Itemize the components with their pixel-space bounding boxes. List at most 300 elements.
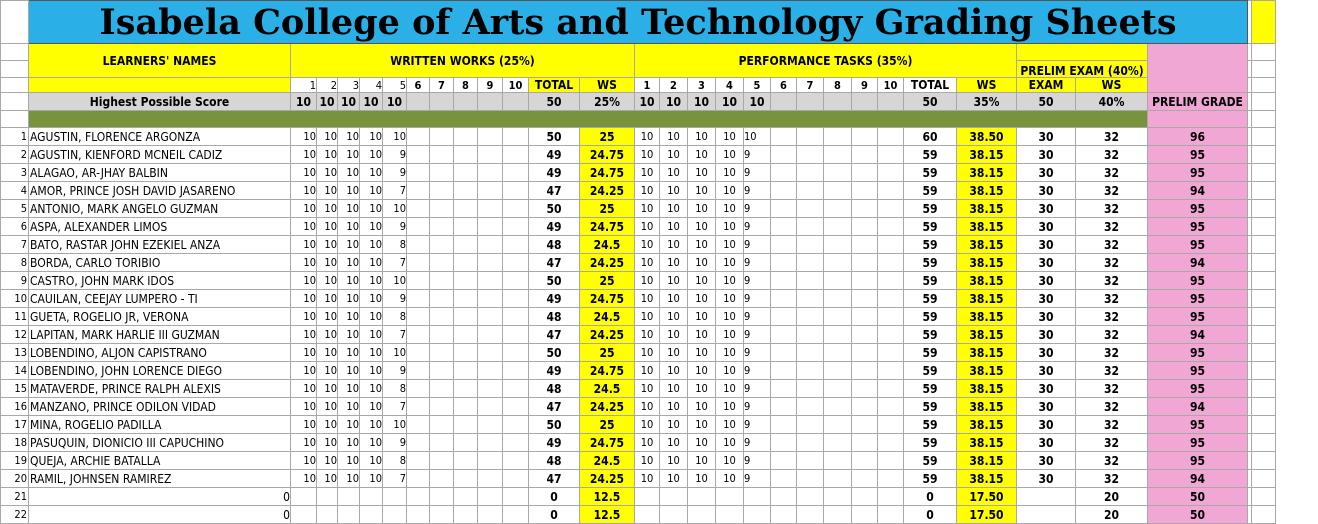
prelim-exam-header[interactable]: PRELIM EXAM (40%) <box>1017 61 1148 78</box>
pt-ws-cell[interactable]: 38.15 <box>957 236 1017 254</box>
exam-ws-cell[interactable]: 32 <box>1076 128 1148 146</box>
prelim-grade-cell[interactable]: 94 <box>1148 254 1248 272</box>
exam-score-cell[interactable] <box>1017 506 1076 524</box>
pt-col-num[interactable]: 2 <box>660 78 688 93</box>
pt-total-cell[interactable]: 59 <box>904 416 957 434</box>
ww-col-num[interactable]: 2 <box>317 78 338 93</box>
pt-col-num[interactable]: 5 <box>744 78 771 93</box>
hps-pt-cell[interactable]: 10 <box>716 93 744 111</box>
pt-score-cell[interactable]: 10 <box>660 272 688 290</box>
ww-score-cell[interactable]: 10 <box>317 200 338 218</box>
pt-score-cell[interactable]: 10 <box>635 344 660 362</box>
ww-total-cell[interactable]: 49 <box>529 164 580 182</box>
ww-total-cell[interactable]: 50 <box>529 344 580 362</box>
pt-score-cell[interactable] <box>797 218 824 236</box>
ww-score-cell[interactable]: 10 <box>291 326 317 344</box>
blank-cell[interactable] <box>1252 61 1276 78</box>
pt-score-cell[interactable]: 10 <box>635 164 660 182</box>
pt-ws-cell[interactable]: 38.15 <box>957 362 1017 380</box>
pt-score-cell[interactable]: 10 <box>688 362 716 380</box>
ww-ws-cell[interactable]: 24.75 <box>580 164 635 182</box>
pt-score-cell[interactable]: 10 <box>660 452 688 470</box>
ww-score-cell[interactable]: 8 <box>383 452 407 470</box>
exam-score-cell[interactable]: 30 <box>1017 182 1076 200</box>
hps-pt-cell[interactable]: 10 <box>688 93 716 111</box>
hps-pt-cell[interactable]: 10 <box>744 93 771 111</box>
ww-score-cell[interactable] <box>407 416 430 434</box>
pt-score-cell[interactable] <box>852 344 878 362</box>
pt-score-cell[interactable] <box>771 398 797 416</box>
pt-score-cell[interactable]: 10 <box>660 470 688 488</box>
prelim-grade-header[interactable]: PRELIM GRADE <box>1148 93 1248 111</box>
ww-score-cell[interactable]: 10 <box>360 236 383 254</box>
ww-score-cell[interactable] <box>478 470 503 488</box>
ww-ws-cell[interactable]: 24.25 <box>580 470 635 488</box>
learner-name-cell[interactable]: MANZANO, PRINCE ODILON VIDAD <box>29 398 291 416</box>
ww-score-cell[interactable]: 8 <box>383 380 407 398</box>
blank-cell[interactable] <box>1252 93 1276 111</box>
ww-score-cell[interactable] <box>503 308 529 326</box>
pt-score-cell[interactable] <box>797 254 824 272</box>
ww-score-cell[interactable]: 7 <box>383 398 407 416</box>
ww-score-cell[interactable] <box>478 506 503 524</box>
pt-score-cell[interactable] <box>744 506 771 524</box>
ww-ws-cell[interactable]: 24.25 <box>580 398 635 416</box>
ww-score-cell[interactable] <box>503 218 529 236</box>
pt-col-num[interactable]: 8 <box>824 78 852 93</box>
exam-score-cell[interactable]: 30 <box>1017 452 1076 470</box>
performance-tasks-header[interactable]: PERFORMANCE TASKS (35%) <box>635 44 1017 78</box>
pt-score-cell[interactable]: 10 <box>744 128 771 146</box>
ww-ws-cell[interactable]: 24.5 <box>580 236 635 254</box>
ww-total-cell[interactable]: 49 <box>529 362 580 380</box>
ww-score-cell[interactable] <box>454 218 478 236</box>
exam-ws-cell[interactable]: 32 <box>1076 326 1148 344</box>
pt-score-cell[interactable] <box>852 416 878 434</box>
pt-score-cell[interactable] <box>852 218 878 236</box>
ww-col-num[interactable]: 9 <box>478 78 503 93</box>
pt-score-cell[interactable] <box>824 398 852 416</box>
ww-score-cell[interactable]: 10 <box>338 398 360 416</box>
row-num-cell[interactable]: 17 <box>1 416 29 434</box>
ww-score-cell[interactable]: 10 <box>360 470 383 488</box>
exam-header[interactable]: EXAM <box>1017 78 1076 93</box>
pt-score-cell[interactable] <box>744 488 771 506</box>
ww-score-cell[interactable] <box>360 506 383 524</box>
learners-names-header[interactable]: LEARNERS' NAMES <box>29 44 291 78</box>
exam-score-cell[interactable]: 30 <box>1017 218 1076 236</box>
ww-score-cell[interactable] <box>407 272 430 290</box>
pt-score-cell[interactable] <box>797 164 824 182</box>
row-num-cell[interactable] <box>1 44 29 61</box>
blank-cell[interactable] <box>1252 506 1276 524</box>
ww-ws-cell[interactable]: 25 <box>580 200 635 218</box>
exam-score-cell[interactable]: 30 <box>1017 146 1076 164</box>
exam-ws-cell[interactable]: 32 <box>1076 272 1148 290</box>
ww-score-cell[interactable] <box>478 344 503 362</box>
learner-name-cell[interactable]: BORDA, CARLO TORIBIO <box>29 254 291 272</box>
blank-cell[interactable] <box>29 78 291 93</box>
row-num-cell[interactable] <box>1 1 29 44</box>
pt-score-cell[interactable] <box>771 362 797 380</box>
ww-score-cell[interactable]: 10 <box>338 272 360 290</box>
ww-score-cell[interactable] <box>430 344 454 362</box>
prelim-grade-cell[interactable]: 95 <box>1148 146 1248 164</box>
ww-score-cell[interactable] <box>454 236 478 254</box>
pt-score-cell[interactable]: 10 <box>635 254 660 272</box>
ww-score-cell[interactable] <box>454 182 478 200</box>
ww-score-cell[interactable] <box>454 452 478 470</box>
ww-score-cell[interactable]: 10 <box>360 362 383 380</box>
blank-cell[interactable] <box>1252 470 1276 488</box>
pt-score-cell[interactable]: 10 <box>688 326 716 344</box>
pt-score-cell[interactable]: 10 <box>635 380 660 398</box>
pt-score-cell[interactable] <box>797 308 824 326</box>
learner-name-cell[interactable]: AGUSTIN, KIENFORD MCNEIL CADIZ <box>29 146 291 164</box>
hps-ww-ws[interactable]: 25% <box>580 93 635 111</box>
pt-score-cell[interactable]: 10 <box>635 146 660 164</box>
row-num-cell[interactable]: 15 <box>1 380 29 398</box>
pt-score-cell[interactable]: 9 <box>744 146 771 164</box>
ww-total-cell[interactable]: 49 <box>529 290 580 308</box>
ww-score-cell[interactable]: 10 <box>360 272 383 290</box>
ww-score-cell[interactable]: 10 <box>291 470 317 488</box>
pt-score-cell[interactable] <box>771 254 797 272</box>
row-num-cell[interactable]: 22 <box>1 506 29 524</box>
pt-score-cell[interactable] <box>852 470 878 488</box>
learner-name-cell[interactable]: LAPITAN, MARK HARLIE III GUZMAN <box>29 326 291 344</box>
ww-score-cell[interactable]: 10 <box>317 290 338 308</box>
prelim-grade-cell[interactable]: 50 <box>1148 506 1248 524</box>
blank-cell[interactable] <box>1252 128 1276 146</box>
ww-score-cell[interactable]: 10 <box>383 272 407 290</box>
ww-ws-cell[interactable]: 24.5 <box>580 308 635 326</box>
ww-total-cell[interactable]: 49 <box>529 146 580 164</box>
ww-col-num[interactable]: 10 <box>503 78 529 93</box>
ww-total-cell[interactable]: 0 <box>529 506 580 524</box>
row-num-cell[interactable] <box>1 93 29 111</box>
exam-score-cell[interactable]: 30 <box>1017 398 1076 416</box>
pt-total-cell[interactable]: 59 <box>904 308 957 326</box>
row-num-cell[interactable]: 9 <box>1 272 29 290</box>
exam-ws-cell[interactable]: 32 <box>1076 380 1148 398</box>
pt-score-cell[interactable]: 10 <box>716 236 744 254</box>
pt-total-cell[interactable]: 59 <box>904 254 957 272</box>
pt-score-cell[interactable] <box>771 308 797 326</box>
prelim-grade-cell[interactable]: 50 <box>1148 488 1248 506</box>
pt-score-cell[interactable] <box>852 200 878 218</box>
pt-score-cell[interactable] <box>771 128 797 146</box>
row-num-cell[interactable]: 3 <box>1 164 29 182</box>
exam-ws-cell[interactable]: 32 <box>1076 452 1148 470</box>
pt-score-cell[interactable] <box>771 434 797 452</box>
ww-score-cell[interactable] <box>503 128 529 146</box>
hps-exam[interactable]: 50 <box>1017 93 1076 111</box>
ww-score-cell[interactable] <box>454 254 478 272</box>
ww-score-cell[interactable] <box>407 362 430 380</box>
ww-ws-cell[interactable]: 25 <box>580 416 635 434</box>
ww-total-cell[interactable]: 49 <box>529 434 580 452</box>
pt-score-cell[interactable] <box>771 380 797 398</box>
pt-score-cell[interactable] <box>771 326 797 344</box>
ww-score-cell[interactable] <box>407 344 430 362</box>
row-num-cell[interactable]: 12 <box>1 326 29 344</box>
ww-score-cell[interactable] <box>478 416 503 434</box>
pt-score-cell[interactable]: 10 <box>635 290 660 308</box>
blank-cell[interactable] <box>1252 164 1276 182</box>
hps-pt-cell[interactable]: 10 <box>660 93 688 111</box>
exam-ws-cell[interactable]: 32 <box>1076 362 1148 380</box>
pt-score-cell[interactable]: 10 <box>660 182 688 200</box>
pink-cell[interactable] <box>1148 111 1248 128</box>
ww-score-cell[interactable] <box>478 362 503 380</box>
pt-score-cell[interactable] <box>878 254 904 272</box>
ww-score-cell[interactable] <box>503 488 529 506</box>
pt-ws-cell[interactable]: 38.15 <box>957 326 1017 344</box>
pt-score-cell[interactable]: 9 <box>744 218 771 236</box>
pt-score-cell[interactable] <box>797 200 824 218</box>
row-num-cell[interactable]: 6 <box>1 218 29 236</box>
pt-score-cell[interactable]: 10 <box>688 470 716 488</box>
ww-score-cell[interactable]: 10 <box>291 254 317 272</box>
ww-score-cell[interactable]: 10 <box>360 308 383 326</box>
blank-cell[interactable] <box>1252 236 1276 254</box>
pt-score-cell[interactable] <box>797 344 824 362</box>
hps-ww-cell[interactable]: 10 <box>291 93 317 111</box>
hps-exam-ws[interactable]: 40% <box>1076 93 1148 111</box>
pt-score-cell[interactable] <box>797 128 824 146</box>
row-num-cell[interactable]: 11 <box>1 308 29 326</box>
exam-score-cell[interactable]: 30 <box>1017 344 1076 362</box>
prelim-grade-cell[interactable]: 95 <box>1148 290 1248 308</box>
pt-total-cell[interactable]: 59 <box>904 218 957 236</box>
exam-ws-cell[interactable]: 32 <box>1076 254 1148 272</box>
exam-ws-cell[interactable]: 32 <box>1076 434 1148 452</box>
pt-score-cell[interactable]: 10 <box>660 308 688 326</box>
pt-ws-cell[interactable]: 38.15 <box>957 218 1017 236</box>
pt-score-cell[interactable]: 10 <box>688 218 716 236</box>
prelim-grade-cell[interactable]: 95 <box>1148 434 1248 452</box>
learner-name-cell[interactable]: 0 <box>29 488 291 506</box>
ww-score-cell[interactable]: 10 <box>338 380 360 398</box>
ww-score-cell[interactable]: 10 <box>360 164 383 182</box>
blank-cell[interactable] <box>1252 44 1276 61</box>
ww-score-cell[interactable] <box>503 182 529 200</box>
pt-score-cell[interactable]: 10 <box>688 452 716 470</box>
pt-score-cell[interactable] <box>771 272 797 290</box>
ww-score-cell[interactable] <box>454 380 478 398</box>
ww-score-cell[interactable]: 10 <box>291 236 317 254</box>
pt-score-cell[interactable] <box>878 506 904 524</box>
ww-score-cell[interactable]: 10 <box>338 344 360 362</box>
pt-score-cell[interactable] <box>771 182 797 200</box>
pt-ws-cell[interactable]: 38.15 <box>957 200 1017 218</box>
pt-col-num[interactable]: 7 <box>797 78 824 93</box>
pt-score-cell[interactable]: 10 <box>635 452 660 470</box>
ww-score-cell[interactable]: 10 <box>317 128 338 146</box>
ww-score-cell[interactable] <box>338 488 360 506</box>
pt-score-cell[interactable]: 10 <box>716 344 744 362</box>
hps-ww-cell[interactable]: 10 <box>383 93 407 111</box>
pt-score-cell[interactable]: 10 <box>716 470 744 488</box>
pt-score-cell[interactable]: 10 <box>635 200 660 218</box>
pt-score-cell[interactable] <box>852 290 878 308</box>
ww-score-cell[interactable] <box>430 182 454 200</box>
ww-score-cell[interactable]: 10 <box>360 146 383 164</box>
blank-cell[interactable] <box>1252 272 1276 290</box>
pt-score-cell[interactable] <box>852 452 878 470</box>
ww-score-cell[interactable] <box>503 344 529 362</box>
blank-cell[interactable] <box>1252 416 1276 434</box>
ww-score-cell[interactable] <box>503 326 529 344</box>
ww-score-cell[interactable]: 10 <box>291 218 317 236</box>
pt-score-cell[interactable] <box>771 506 797 524</box>
ww-score-cell[interactable] <box>430 254 454 272</box>
ww-score-cell[interactable]: 10 <box>360 254 383 272</box>
pt-score-cell[interactable] <box>878 290 904 308</box>
exam-score-cell[interactable]: 30 <box>1017 326 1076 344</box>
learner-name-cell[interactable]: ANTONIO, MARK ANGELO GUZMAN <box>29 200 291 218</box>
exam-score-cell[interactable]: 30 <box>1017 164 1076 182</box>
pt-total-cell[interactable]: 59 <box>904 380 957 398</box>
exam-score-cell[interactable]: 30 <box>1017 272 1076 290</box>
ww-score-cell[interactable]: 10 <box>291 308 317 326</box>
ww-score-cell[interactable]: 10 <box>360 398 383 416</box>
ww-score-cell[interactable] <box>454 326 478 344</box>
blank-cell[interactable] <box>1252 380 1276 398</box>
hps-ww-cell[interactable] <box>454 93 478 111</box>
pt-score-cell[interactable]: 10 <box>635 416 660 434</box>
exam-score-cell[interactable]: 30 <box>1017 362 1076 380</box>
ww-score-cell[interactable] <box>430 326 454 344</box>
ww-score-cell[interactable]: 10 <box>317 416 338 434</box>
pt-score-cell[interactable] <box>878 398 904 416</box>
ww-score-cell[interactable]: 10 <box>291 128 317 146</box>
ww-score-cell[interactable] <box>454 272 478 290</box>
ww-score-cell[interactable]: 9 <box>383 218 407 236</box>
pt-total-header[interactable]: TOTAL <box>904 78 957 93</box>
ww-score-cell[interactable]: 10 <box>338 308 360 326</box>
ww-score-cell[interactable] <box>407 470 430 488</box>
ww-score-cell[interactable]: 10 <box>338 416 360 434</box>
pt-score-cell[interactable] <box>771 200 797 218</box>
ww-score-cell[interactable] <box>407 488 430 506</box>
pt-score-cell[interactable] <box>797 272 824 290</box>
ww-score-cell[interactable] <box>478 488 503 506</box>
pt-score-cell[interactable]: 10 <box>688 200 716 218</box>
ww-score-cell[interactable]: 10 <box>291 344 317 362</box>
ww-score-cell[interactable]: 10 <box>360 434 383 452</box>
pt-ws-cell[interactable]: 38.15 <box>957 398 1017 416</box>
ww-score-cell[interactable] <box>317 506 338 524</box>
ww-score-cell[interactable] <box>454 164 478 182</box>
pt-score-cell[interactable] <box>824 164 852 182</box>
pt-score-cell[interactable]: 10 <box>716 380 744 398</box>
hps-ww-cell[interactable]: 10 <box>338 93 360 111</box>
pt-total-cell[interactable]: 59 <box>904 452 957 470</box>
ww-score-cell[interactable]: 10 <box>338 236 360 254</box>
pt-score-cell[interactable]: 10 <box>635 398 660 416</box>
pt-score-cell[interactable]: 10 <box>716 218 744 236</box>
ww-score-cell[interactable]: 9 <box>383 290 407 308</box>
pt-score-cell[interactable]: 10 <box>688 398 716 416</box>
prelim-grade-cell[interactable]: 94 <box>1148 182 1248 200</box>
olive-band[interactable] <box>29 111 1148 128</box>
ww-score-cell[interactable] <box>407 308 430 326</box>
ww-score-cell[interactable] <box>503 272 529 290</box>
pt-score-cell[interactable]: 9 <box>744 398 771 416</box>
pt-score-cell[interactable]: 10 <box>716 416 744 434</box>
pt-score-cell[interactable] <box>771 470 797 488</box>
row-num-cell[interactable]: 7 <box>1 236 29 254</box>
pt-score-cell[interactable]: 10 <box>635 326 660 344</box>
pt-score-cell[interactable]: 9 <box>744 326 771 344</box>
pt-score-cell[interactable]: 10 <box>716 398 744 416</box>
pt-score-cell[interactable]: 10 <box>660 416 688 434</box>
ww-score-cell[interactable]: 9 <box>383 146 407 164</box>
ww-score-cell[interactable]: 10 <box>291 182 317 200</box>
ww-score-cell[interactable] <box>383 488 407 506</box>
pt-score-cell[interactable] <box>878 308 904 326</box>
ww-ws-cell[interactable]: 24.25 <box>580 182 635 200</box>
ww-col-num[interactable]: 8 <box>454 78 478 93</box>
pt-score-cell[interactable] <box>824 326 852 344</box>
ww-score-cell[interactable]: 10 <box>360 290 383 308</box>
learner-name-cell[interactable]: MATAVERDE, PRINCE RALPH ALEXIS <box>29 380 291 398</box>
row-num-cell[interactable]: 13 <box>1 344 29 362</box>
hps-ww-cell[interactable] <box>430 93 454 111</box>
pt-score-cell[interactable]: 9 <box>744 416 771 434</box>
blank-cell[interactable] <box>1252 362 1276 380</box>
ww-score-cell[interactable] <box>407 506 430 524</box>
prelim-grade-cell[interactable]: 95 <box>1148 218 1248 236</box>
pt-score-cell[interactable]: 10 <box>660 218 688 236</box>
ww-score-cell[interactable]: 7 <box>383 470 407 488</box>
pt-score-cell[interactable] <box>824 146 852 164</box>
ww-score-cell[interactable]: 10 <box>291 200 317 218</box>
pt-score-cell[interactable]: 10 <box>688 380 716 398</box>
learner-name-cell[interactable]: QUEJA, ARCHIE BATALLA <box>29 452 291 470</box>
ww-score-cell[interactable]: 10 <box>291 416 317 434</box>
ww-score-cell[interactable]: 10 <box>338 218 360 236</box>
ww-score-cell[interactable] <box>430 146 454 164</box>
ww-score-cell[interactable]: 10 <box>360 326 383 344</box>
ww-score-cell[interactable]: 10 <box>317 218 338 236</box>
pt-ws-cell[interactable]: 17.50 <box>957 488 1017 506</box>
ww-score-cell[interactable] <box>407 218 430 236</box>
ww-total-cell[interactable]: 50 <box>529 200 580 218</box>
ww-score-cell[interactable]: 10 <box>291 380 317 398</box>
learner-name-cell[interactable]: ASPA, ALEXANDER LIMOS <box>29 218 291 236</box>
pt-score-cell[interactable] <box>797 236 824 254</box>
pt-score-cell[interactable] <box>852 254 878 272</box>
ww-score-cell[interactable]: 10 <box>383 200 407 218</box>
pt-score-cell[interactable] <box>771 416 797 434</box>
ww-score-cell[interactable] <box>503 146 529 164</box>
pt-total-cell[interactable]: 0 <box>904 506 957 524</box>
ww-score-cell[interactable] <box>430 200 454 218</box>
pt-score-cell[interactable] <box>824 128 852 146</box>
ww-score-cell[interactable] <box>478 452 503 470</box>
pt-score-cell[interactable]: 10 <box>635 236 660 254</box>
ww-score-cell[interactable]: 10 <box>291 146 317 164</box>
ww-total-cell[interactable]: 47 <box>529 326 580 344</box>
pt-score-cell[interactable]: 10 <box>660 146 688 164</box>
prelim-grade-cell[interactable]: 95 <box>1148 452 1248 470</box>
ww-score-cell[interactable] <box>503 290 529 308</box>
exam-score-cell[interactable]: 30 <box>1017 290 1076 308</box>
ww-col-num[interactable]: 6 <box>407 78 430 93</box>
